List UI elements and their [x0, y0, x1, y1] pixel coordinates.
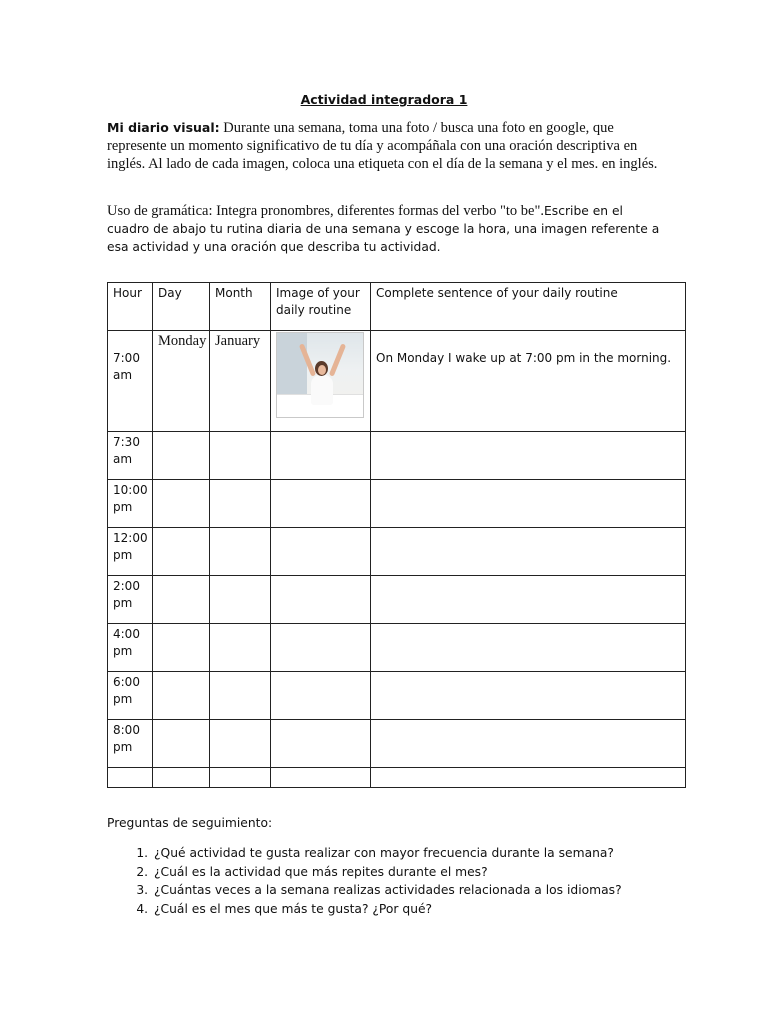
cell-month — [210, 432, 271, 480]
cell-sentence — [371, 720, 686, 768]
cell-sentence — [371, 480, 686, 528]
cell-hour: 12:00 pm — [108, 528, 153, 576]
table-row — [108, 720, 686, 768]
table-row — [108, 576, 686, 624]
header-sentence: Complete sentence of your daily routine — [371, 283, 686, 331]
header-hour: Hour — [108, 283, 153, 331]
table-row — [108, 331, 686, 432]
cell-image — [271, 480, 371, 528]
table-row — [108, 672, 686, 720]
followup-questions — [107, 844, 622, 918]
cell-sentence — [371, 331, 686, 432]
cell-month — [210, 720, 271, 768]
cell-month — [210, 672, 271, 720]
question-item: 1. ¿Qué actividad te gusta realizar con mayor frecuencia durante la semana? — [152, 844, 622, 863]
cell-sentence — [371, 432, 686, 480]
cell-month — [210, 768, 271, 788]
intro-paragraph — [107, 119, 667, 173]
cell-image — [271, 624, 371, 672]
cell-hour — [108, 331, 153, 432]
table-row — [108, 528, 686, 576]
header-day: Day — [153, 283, 210, 331]
routine-photo — [276, 332, 364, 418]
hour-label: 7:00 am — [113, 351, 140, 382]
header-month: Month — [210, 283, 271, 331]
cell-day — [153, 720, 210, 768]
table-header-row — [108, 283, 686, 331]
table-row — [108, 480, 686, 528]
grammar-paragraph — [107, 202, 667, 256]
grammar-text: Escribe en el cuadro de abajo tu rutina diaria de una semana y escoge la hora, una imagen referente a esa actividad y una oración que describa tu actividad. — [107, 204, 660, 254]
cell-month — [210, 528, 271, 576]
cell-hour: 6:00 pm — [108, 672, 153, 720]
cell-sentence — [371, 672, 686, 720]
document-title: Actividad integradora 1 — [300, 92, 468, 107]
intro-lead: Mi diario visual: — [107, 120, 220, 135]
question-item: 3. ¿Cuántas veces a la semana realizas actividades relacionada a los idiomas? — [152, 881, 622, 900]
cell-hour — [108, 768, 153, 788]
table-row — [108, 624, 686, 672]
cell-day — [153, 432, 210, 480]
cell-day — [153, 672, 210, 720]
table-row — [108, 768, 686, 788]
cell-month: January — [210, 331, 271, 432]
cell-image — [271, 528, 371, 576]
grammar-lead: Uso de gramática: Integra pronombres, diferentes formas del verbo "to be". — [107, 203, 545, 219]
cell-hour: 2:00 pm — [108, 576, 153, 624]
cell-sentence — [371, 768, 686, 788]
cell-month — [210, 624, 271, 672]
cell-day — [153, 624, 210, 672]
question-item: 2. ¿Cuál es la actividad que más repites durante el mes? — [152, 863, 622, 882]
cell-day — [153, 576, 210, 624]
cell-month — [210, 576, 271, 624]
followup-heading: Preguntas de seguimiento: — [107, 816, 273, 830]
question-item: 4. ¿Cuál es el mes que más te gusta? ¿Por qué? — [152, 900, 622, 919]
cell-image — [271, 672, 371, 720]
cell-hour: 7:30 am — [108, 432, 153, 480]
cell-month — [210, 480, 271, 528]
cell-image — [271, 576, 371, 624]
cell-hour: 10:00 pm — [108, 480, 153, 528]
cell-sentence — [371, 624, 686, 672]
sentence-text: On Monday I wake up at 7:00 pm in the morning. — [376, 351, 672, 365]
cell-day — [153, 480, 210, 528]
cell-image — [271, 331, 371, 432]
routine-table — [107, 282, 686, 788]
cell-image — [271, 768, 371, 788]
cell-hour: 4:00 pm — [108, 624, 153, 672]
cell-image — [271, 720, 371, 768]
cell-day — [153, 768, 210, 788]
header-image: Image of your daily routine — [271, 283, 371, 331]
cell-day — [153, 528, 210, 576]
table-row — [108, 432, 686, 480]
cell-day: Monday — [153, 331, 210, 432]
intro-text: Durante una semana, toma una foto / busca una foto en google, que represente un momento significativo de tu día y acompáñala con una oración descriptiva en inglés. Al lado de cada imagen, coloca una etiqueta con el día de la semana y el mes. en inglés. — [107, 120, 658, 172]
cell-hour: 8:00 pm — [108, 720, 153, 768]
cell-sentence — [371, 576, 686, 624]
cell-image — [271, 432, 371, 480]
cell-sentence — [371, 528, 686, 576]
